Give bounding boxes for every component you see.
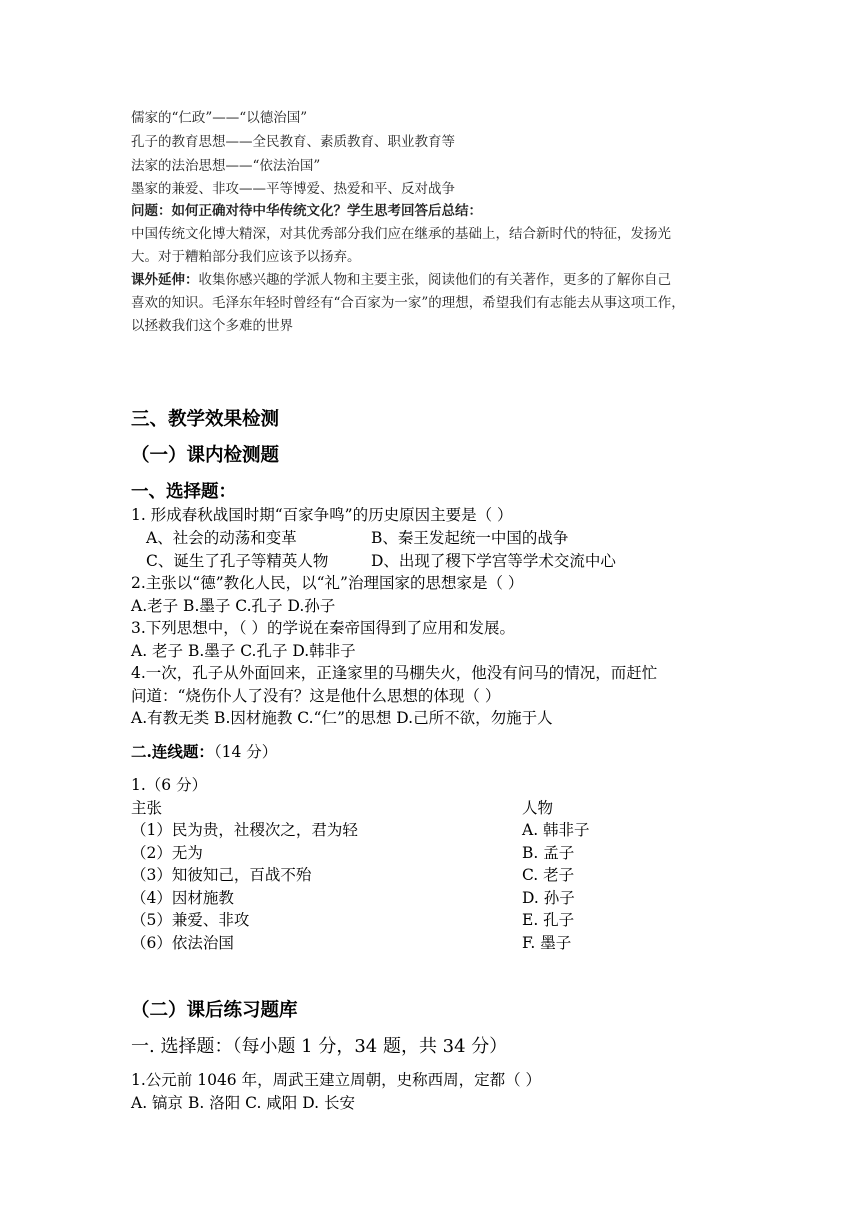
extension-line-3: 以拯救我们这个多难的世界 — [131, 318, 293, 334]
intro-line-3: 法家的法治思想——“依法治国” — [131, 158, 321, 174]
q4-stem-line-1: 4.一次，孔子从外面回来，正逢家里的马棚失火，他没有问马的情况，而赶忙 — [131, 664, 658, 682]
choice-heading: 一、选择题： — [131, 482, 236, 502]
extension-label: 课外延伸： — [131, 272, 199, 288]
person-item-4: D. 孙子 — [522, 889, 575, 907]
subsection-title-1: （一）课内检测题 — [131, 445, 280, 466]
choice-heading-2: 一. 选择题：（每小题 1 分，34 题，共 34 分） — [131, 1036, 508, 1057]
intro-line-1: 儒家的“仁政”——“以德治国” — [131, 110, 308, 126]
q4-stem-line-2: 问道：“烧伤仆人了没有？这是他什么思想的体现（ ） — [131, 687, 501, 705]
section-title: 三、教学效果检测 — [131, 409, 280, 430]
person-item-3: C. 老子 — [522, 866, 575, 884]
column-head-right: 人物 — [522, 799, 554, 817]
extension-text: 收集你感兴趣的学派人物和主要主张，阅读他们的有关著作，更多的了解你自己 — [198, 272, 671, 288]
q3-options: A. 老子 B.墨子 C.孔子 D.韩非子 — [131, 642, 356, 660]
q1-option-d: D、出现了稷下学宫等学术交流中心 — [371, 552, 616, 570]
match-score: （14 分） — [213, 743, 278, 761]
bank-q1-stem: 1.公元前 1046 年，周武王建立周朝，史称西周，定都（ ） — [131, 1071, 542, 1089]
subsection-title-2: （二）课后练习题库 — [131, 1000, 298, 1021]
answer-line-1: 中国传统文化博大精深，对其优秀部分我们应在继承的基础上，结合新时代的特征，发扬光 — [131, 226, 671, 242]
intro-line-2: 孔子的教育思想——全民教育、素质教育、职业教育等 — [131, 134, 455, 150]
claim-item-5: （5）兼爱、非攻 — [131, 911, 250, 929]
match-title: 二.连线题： — [131, 742, 214, 761]
claim-item-4: （4）因材施教 — [131, 889, 234, 907]
match-heading — [131, 740, 277, 762]
q1-option-c: C、诞生了孔子等精英人物 — [146, 552, 329, 570]
person-item-5: E. 孔子 — [522, 911, 575, 929]
extension-line-1 — [131, 268, 671, 288]
intro-line-4: 墨家的兼爱、非攻——平等博爱、热爱和平、反对战争 — [131, 181, 455, 197]
person-item-2: B. 孟子 — [522, 844, 575, 862]
match-question: 1.（6 分） — [131, 776, 208, 794]
q1-option-b: B、秦王发起统一中国的战争 — [371, 529, 569, 547]
claim-item-2: （2）无为 — [131, 844, 203, 862]
question-label: 问题：如何正确对待中华传统文化？学生思考回答后总结： — [131, 203, 482, 219]
extension-line-2: 喜欢的知识。毛泽东年轻时曾经有“合百家为一家”的理想，希望我们有志能去从事这项工作， — [131, 295, 685, 311]
q3-stem: 3.下列思想中，（ ）的学说在秦帝国得到了应用和发展。 — [131, 619, 515, 637]
q1-option-a: A、社会的动荡和变革 — [146, 529, 297, 547]
person-item-1: A. 韩非子 — [522, 821, 590, 839]
claim-item-3: （3）知彼知己，百战不殆 — [131, 866, 312, 884]
bank-q1-options: A. 镐京 B. 洛阳 C. 咸阳 D. 长安 — [131, 1094, 355, 1112]
claim-item-1: （1）民为贵，社稷次之，君为轻 — [131, 821, 358, 839]
person-item-6: F. 墨子 — [522, 934, 572, 952]
q1-row-2 — [146, 549, 616, 571]
q4-options: A.有教无类 B.因材施教 C.“仁”的思想 D.己所不欲，勿施于人 — [131, 709, 553, 727]
q1-row-1 — [146, 526, 569, 548]
claim-item-6: （6）依法治国 — [131, 934, 234, 952]
q2-options: A.老子 B.墨子 C.孔子 D.孙子 — [131, 597, 336, 615]
q2-stem: 2.主张以“德”教化人民，以“礼”治理国家的思想家是（ ） — [131, 574, 524, 592]
q1-stem: 1. 形成春秋战国时期“百家争鸣”的历史原因主要是（ ） — [131, 506, 513, 524]
column-head-left: 主张 — [131, 799, 163, 817]
answer-line-2: 大。对于糟粕部分我们应该予以扬弃。 — [131, 249, 361, 265]
